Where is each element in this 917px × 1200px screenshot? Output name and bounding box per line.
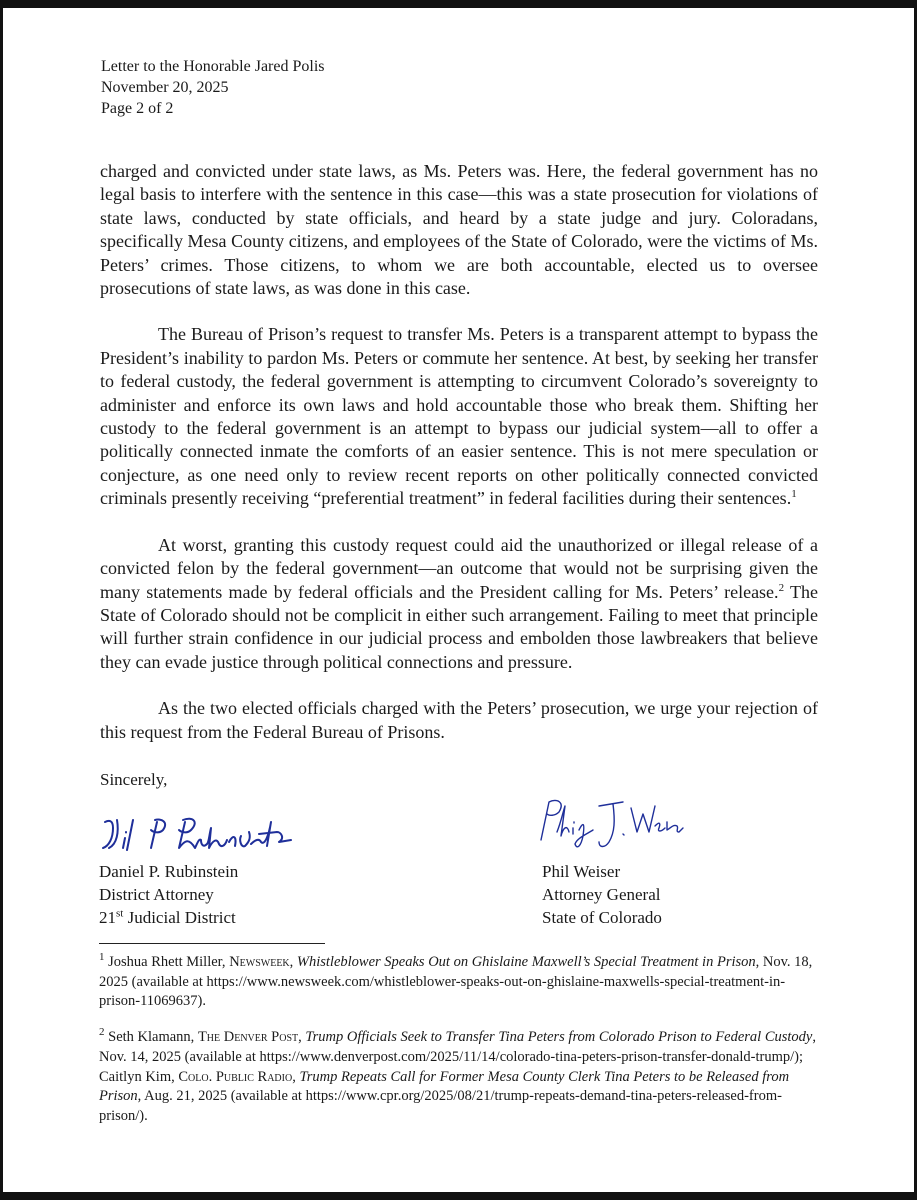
signer-right-name: Phil Weiser [542, 862, 621, 881]
footnote-2-number: 2 [99, 1026, 105, 1039]
paragraph-3-text-a: At worst, granting this custody request could aid the unauthorized or illegal release of a convicted felon by the federal government—an outcome that would not be surprising given the many statements made by federal officials and the President calling for Ms. Peters’ release. [100, 534, 818, 602]
paragraph-2 [100, 323, 818, 510]
footnote-ref-2: 2 [778, 581, 785, 594]
footnote-2-title-1: Trump Officials Seek to Transfer Tina Peters from Colorado Prison to Federal Custody [305, 1029, 813, 1046]
footnote-2-outlet-2: Colo. Public Radio [178, 1068, 293, 1085]
paragraph-3-text-b: The State of Colorado should not be complicit in either such arrangement. Failing to meet that principle will further strain confidence in our judicial process and embolden those lawbreakers that believe they can evade justice through political connections and pressure. [100, 581, 818, 672]
footnote-2-mid: , Nov. 14, 2025 (available at https://www.denverpost.com/2025/11/14/colorado-tina-peters-prison-transfer-donald-trump/); Caitlyn Kim, [99, 1029, 816, 1085]
footnote-2-author-1: Seth Klamann, [104, 1029, 198, 1046]
signature-rubinstein [99, 808, 299, 858]
footnote-2-sep-2: , [292, 1068, 300, 1085]
recipient-line: Letter to the Honorable Jared Polis [101, 58, 325, 75]
signer-left-title: District Attorney [99, 885, 214, 904]
signer-left-district [99, 906, 238, 929]
signature-weiser-image [533, 792, 683, 854]
page-number: Page 2 of 2 [101, 100, 174, 117]
letter-body [100, 160, 818, 767]
footnote-2-sep-1: , [298, 1029, 306, 1046]
footnote-2-outlet-1: The Denver Post [197, 1029, 299, 1046]
footnote-1 [99, 953, 819, 1012]
signer-rubinstein [99, 860, 238, 929]
letter-page [3, 8, 914, 1192]
district-number: 21 [99, 908, 116, 927]
letter-header [101, 56, 325, 119]
paragraph-1: charged and convicted under state laws, as Ms. Peters was. Here, the federal government has no legal basis to interfere with the sentence in this case—this was a state prosecution for violations of state laws, conducted by state officials, and heard by a state judge and jury. Coloradans, specifically Mesa County citizens, and employees of the State of Colorado, were the victims of Ms. Peters’ crimes. Those citizens, to whom we are both accountable, elected us to oversee prosecutions of state laws, as was done in this case. [100, 161, 818, 299]
footnotes [99, 953, 819, 1143]
footnote-ref-1: 1 [791, 488, 797, 501]
paragraph-2-text: The Bureau of Prison’s request to transfer Ms. Peters is a transparent attempt to bypass the President’s inability to pardon Ms. Peters or commute her sentence. At best, by seeking her transfer to federal custody, the federal government is attempting to circumvent Colorado’s sovereignty to administer and enforce its own laws and hold accountable those who break them. Shifting her custody to the federal government is an attempt to bypass our judicial system—all to offer a politically connected inmate the comforts of an easier sentence. This is not mere speculation or conjecture, as one need only to review recent reports on other politically connected convicted criminals presently receiving “preferential treatment” in federal facilities during their sentences. [100, 324, 818, 509]
paragraph-4: As the two elected officials charged with the Peters’ prosecution, we urge your rejection of this request from the Federal Bureau of Prisons. [100, 698, 818, 742]
signature-weiser [533, 792, 683, 854]
footnote-1-author: Joshua Rhett Miller, [104, 954, 230, 970]
footnote-2-title-2: Trump Repeats Call for Former Mesa County Clerk Tina Peters to be Released from Prison [99, 1068, 790, 1105]
closing-salutation: Sincerely, [100, 770, 168, 789]
district-rest: Judicial District [123, 908, 236, 927]
footnote-divider [99, 943, 325, 944]
signer-left-name: Daniel P. Rubinstein [99, 862, 239, 881]
signer-right-org: State of Colorado [542, 908, 662, 927]
footnote-1-sep: , [289, 954, 297, 970]
footnote-1-rest: , Nov. 18, 2025 (available at https://www.newsweek.com/whistleblower-speaks-out-on-ghislaine-maxwells-special-treatment-in-prison-11069637). [99, 954, 813, 1010]
district-ordinal: st [116, 907, 124, 920]
footnote-1-number: 1 [99, 951, 105, 964]
signer-weiser [542, 860, 662, 929]
signature-rubinstein-image [99, 808, 299, 858]
footnote-1-title: Whistleblower Speaks Out on Ghislaine Maxwell’s Special Treatment in Prison [296, 954, 756, 970]
letter-date: November 20, 2025 [101, 79, 229, 96]
paragraph-3 [100, 534, 818, 674]
signer-right-title: Attorney General [542, 885, 661, 904]
footnote-2 [99, 1028, 819, 1127]
footnote-1-outlet: Newsweek [229, 954, 290, 970]
footnote-2-rest: , Aug. 21, 2025 (available at https://www.cpr.org/2025/08/21/trump-repeats-demand-tina-peters-released-from-prison/). [99, 1088, 782, 1124]
